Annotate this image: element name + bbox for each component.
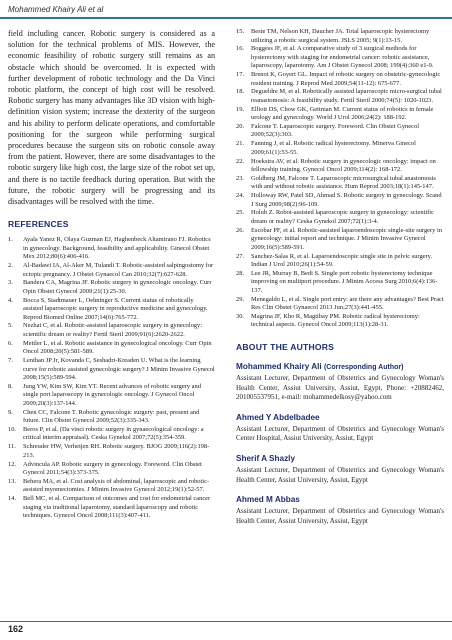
- author-affiliation: Assistant Lecturer, Department of Obstetrics and Gynecology Woman's Health Center, Assiut University, Assiut, Egypt, Phone: +20882462, 201005537951, e-mail: mohammedelkosy@yahoo.com: [236, 373, 444, 402]
- reference-number: 19.: [236, 105, 245, 113]
- reference-text: Beros P, et al. (Da vinci robotic surgery in gynaecological oncology: a critical interim appraisal). Ceska Gynekol 2007;72(5):354-359.: [23, 425, 204, 442]
- reference-text: Mettler L, et al. Robotic assistance in gynecological oncology. Curr Opin Oncol 2008;20(5):581-589.: [23, 339, 212, 356]
- reference-item: [236, 253, 444, 270]
- author-name: [236, 454, 444, 463]
- reference-number: 1.: [8, 236, 13, 244]
- reference-number: 3.: [8, 279, 13, 287]
- reference-number: 17.: [236, 71, 245, 79]
- reference-item: [236, 71, 444, 88]
- reference-number: 29.: [236, 295, 245, 303]
- reference-number: 4.: [8, 296, 13, 304]
- reference-text: Boggess JF, et al. A comparative study of 3 surgical methods for hysterectomy with staging for endometrial cancer: robotic assistance, laparoscopy, laparotomy. Am J Obstet Gynecol 2008; 199(4):360 e1-9.: [251, 45, 434, 70]
- reference-text: Nezhat C, et al. Robotic-assisted laparoscopic surgery in gynecology: scientific dream or reality? Fertil Steril 2009;91(6):2620-2622.: [23, 322, 203, 338]
- reference-item: [236, 209, 444, 226]
- reference-text: Brenot K, Goyert GL. Impact of robotic surgery on obstetric-gynecologic resident training. J Reprod Med 2009;54(11-12): 675-677.: [251, 71, 441, 87]
- reference-text: Holloway RW, Patel SD, Ahmad S. Robotic surgery in gynecology. Scand J Surg 2009;98(2):96-109.: [251, 192, 442, 208]
- author-affiliation: Assistant Lecturer, Department of Obstetrics and Gynecology Woman's Health Center, Assiut University, Assiut, Egypt: [236, 465, 444, 484]
- authors-heading: ABOUT THE AUTHORS: [236, 341, 335, 352]
- reference-item: [8, 383, 215, 409]
- reference-item: [236, 296, 444, 313]
- conclusion-paragraph: field including cancer. Robotic surgery is considered as a solution for the technical problems of MIS. However, the economic feasibility of robotic surgery still remains as an obstacle which should be overcomed. It is expected with further development of robotic technology and the Da Vinci robotic platform, the concept of high cost will be resolved. Robotic surgery has many advantages like 3D vision with high-definition vision system; increase the dexterity of the surgeon and his ability to perform delicate operations, and comfortable positioning for the surgeon while performing surgical procedures because the surgeon sits on robotic console away from the patient. However, there are some disadvantages to the robotic surgery like high cost, the large size of the robot set up, and there is no tactile feedback during operation. But with the future, the robotic surgery will be progressing and its disadvantages will be resolved with the time.: [8, 29, 215, 207]
- reference-text: Degueldre M, et al. Robotically assisted laparoscopic micro-surgical tubal reanastomosis: A feasibility study. Fertil Steril 2000;74(5): 1020-1023.: [251, 88, 442, 104]
- footer-rule: [0, 621, 452, 622]
- references-heading: REFERENCES: [8, 219, 69, 230]
- reference-item: [236, 227, 444, 253]
- reference-text: Jung YW, Kim SW, Kim YT. Recent advances of robotic surgery and single port laparoscopy in gynecologic oncology. J Gynecol Oncol 2009;20(3):137-144.: [23, 382, 201, 407]
- reference-item: [8, 236, 215, 262]
- reference-number: 13.: [8, 477, 17, 485]
- author-name-text: Ahmed Y Abdelbadee: [236, 412, 320, 422]
- reference-item: [8, 297, 215, 323]
- reference-text: Hoekstra AV, et al. Robotic surgery in gynecologic oncology: impact on fellowship training. Gynecol Oncol 2009;114(2): 168-172.: [251, 157, 436, 174]
- reference-text: Holub Z. Robot-assisted laparoscopic surgery in gynecology: scientific dream or reality? Ceska Gynekol 2007;72(1):3-4.: [251, 209, 434, 225]
- reference-number: 28.: [236, 269, 245, 277]
- reference-text: Magrina JF, Kho R, Magtibay PM. Robotic radical hysterectomy: technical aspects. Gynecol Oncol 2009;113(1):28-31.: [251, 312, 420, 329]
- reference-number: 14.: [8, 495, 17, 503]
- reference-text: Falcone T. Laparoscopic surgery. Foreword. Clin Obstet Gynecol 2009;52(3):303.: [251, 122, 419, 139]
- reference-item: [8, 461, 215, 478]
- reference-text: Menegaldo L, et al. Single port entry: are there any advantages? Best Pract Res Clin Obstet Gynaecol 2013 Jun;27(3):441-455.: [251, 295, 444, 312]
- reference-number: 9.: [8, 408, 13, 416]
- reference-item: [236, 175, 444, 192]
- author-name: [236, 413, 444, 422]
- author-name-text: Sherif A Shazly: [236, 453, 295, 463]
- reference-text: Beste TM, Nelson KH, Daucher JA. Total laparoscopic hysterectomy utilizing a robotic surgical system. JSLS 2005; 9(1):13-15.: [251, 28, 430, 44]
- reference-item: [236, 192, 444, 209]
- running-head: Mohammed Khairy Ali et al: [8, 5, 104, 14]
- reference-text: Elliott DS, Chow GK, Gettman M. Current status of robotics in female urology and gynecology. World J Urol 2006;24(2): 188-192.: [251, 105, 434, 122]
- reference-number: 7.: [8, 357, 13, 365]
- reference-text: Lenihan JP Jr, Kovanda C, Seshadri-Kreaden U. What is the learning curve for robotic assisted gynecologic surgery? J Minim Invasive Gynecol 2008;15(5):589-594.: [23, 357, 215, 382]
- reference-number: 6.: [8, 339, 13, 347]
- reference-text: Ayala Yanez R, Olaya Guzman EJ, Haghenbeck Altamirano FJ. Robotics in gynecology. Background, feasibility and applicability. Ginecol Obstet Mex 2012;80(6):406-416.: [23, 236, 211, 261]
- reference-text: Bell MC, et al. Comparison of outcomes and cost for endometrial cancer staging via traditional laparotomy, standard laparoscopy and robotic techniques. Gynecol Oncol 2008;111(3):407-411.: [23, 495, 211, 520]
- reference-item: [8, 443, 215, 460]
- author-name: [236, 495, 444, 504]
- author-name-text: Mohammed Khairy Ali: [236, 361, 322, 371]
- reference-text: Al-Badawi IA, Al-Aker M, Tulandi T. Robotic-assisted salpingostomy for ectopic pregnancy. J Obstet Gynaecol Can 2010;32(7):627-628.: [23, 262, 214, 278]
- reference-number: 11.: [8, 443, 16, 451]
- reference-text: Goldberg JM, Falcone T. Laparoscopic microsurgical tubal anastomosis with and without robotic assistance. Hum Reprod 2003;18(1):145-147.: [251, 174, 436, 191]
- reference-number: 23.: [236, 174, 245, 182]
- reference-item: [236, 140, 444, 157]
- reference-number: 8.: [8, 382, 13, 390]
- header-rule: [0, 17, 452, 19]
- reference-item: [8, 322, 215, 339]
- reference-text: Behera MA, et al. Cost analysis of abdominal, laparoscopic and robotic-assisted myomectomies. J Minim Invasive Gynecol 2012;19(1):52-57.: [23, 477, 210, 494]
- reference-list-right: [236, 28, 444, 330]
- reference-item: [8, 357, 215, 383]
- reference-number: 15.: [236, 28, 245, 35]
- reference-list-left: [8, 236, 215, 520]
- reference-text: Escobar PF, et al. Robotic-assisted laparoendoscopic single-site surgery in gynecology: initial report and technique. J Minim Invasive Gynecol 2009;16(5):589-591.: [251, 226, 443, 251]
- reference-number: 27.: [236, 252, 245, 260]
- reference-number: 21.: [236, 140, 245, 148]
- reference-item: [236, 123, 444, 140]
- reference-text: Sanchez-Salas R, et al. Laparoendoscopic single site in pelvic surgery. Indian J Urol 2010;26(1):54-59.: [251, 252, 433, 269]
- reference-item: [8, 495, 215, 521]
- reference-number: 2.: [8, 262, 13, 270]
- reference-text: Chen CC, Falcone T. Robotic gynecologic surgery: past, present and future. Clin Obstet Gynecol 2009;52(3):335-343.: [23, 408, 200, 425]
- left-column: [8, 28, 215, 521]
- author-affiliation: Assistant Lecturer, Department of Obstetrics and Gynecology Woman's Center Hospital, Assiut University, Assiut, Egypt: [236, 424, 444, 443]
- reference-number: 5.: [8, 322, 13, 330]
- reference-number: 30.: [236, 312, 245, 320]
- authors-list: [236, 362, 444, 526]
- author-name: [236, 362, 444, 371]
- reference-item: [236, 88, 444, 105]
- author-name-text: Ahmed M Abbas: [236, 495, 300, 505]
- reference-number: 24.: [236, 192, 245, 200]
- reference-number: 26.: [236, 226, 245, 234]
- reference-text: Bocca S, Stadtmauer L, Oehninger S. Current status of robotically assisted laparoscopic surgery in reproductive medicine and gynecology. Reprod Biomed Online 2007;14(6):765-772.: [23, 296, 208, 321]
- reference-item: [8, 478, 215, 495]
- reference-item: [8, 340, 215, 357]
- reference-item: [236, 313, 444, 330]
- reference-number: 16.: [236, 45, 245, 53]
- reference-item: [8, 279, 215, 296]
- reference-text: Advincula AP. Robotic surgery in gynecology. Foreword. Clin Obstet Gynecol 2011;54(3):373-375.: [23, 460, 202, 477]
- reference-text: Lee JR, Murray B, Bedi S. Single port robotic hysterectomy technique improving on multiport procedure. J Minim Access Surg 2010;6(4):136-137.: [251, 269, 438, 294]
- reference-item: [236, 270, 444, 296]
- right-column: [236, 28, 444, 526]
- reference-item: [236, 45, 444, 71]
- reference-item: [236, 158, 444, 175]
- reference-number: 12.: [8, 460, 17, 468]
- author-affiliation: Assistant Lecturer, Department of Obstetrics and Gynecology Woman's Health Center, Assiut University, Assiut, Egypt: [236, 507, 444, 525]
- reference-number: 10.: [8, 425, 17, 433]
- page-header: [0, 0, 452, 20]
- reference-item: [8, 409, 215, 426]
- reference-text: Schreuder HW, Verheijen RH. Robotic surgery. BJOG 2009;116(2):198-213.: [23, 443, 210, 459]
- reference-item: [8, 262, 215, 279]
- reference-number: 20.: [236, 122, 245, 130]
- reference-number: 18.: [236, 88, 245, 96]
- reference-number: 22.: [236, 157, 245, 165]
- reference-item: [236, 28, 444, 45]
- reference-item: [8, 426, 215, 443]
- page-number: 162: [8, 624, 24, 634]
- reference-text: Fanning J, et al. Robotic radical hysterectomy. Minerva Ginecol 2009;61(1):53-55.: [251, 140, 416, 156]
- author-note: (Corresponding Author): [323, 363, 404, 371]
- reference-item: [236, 106, 444, 123]
- reference-number: 25.: [236, 209, 245, 217]
- reference-text: Bandera CA, Magrina JF. Robotic surgery in gynecologic oncology. Curr Opin Obstet Gynecol 2009;21(1):25-30.: [23, 279, 212, 295]
